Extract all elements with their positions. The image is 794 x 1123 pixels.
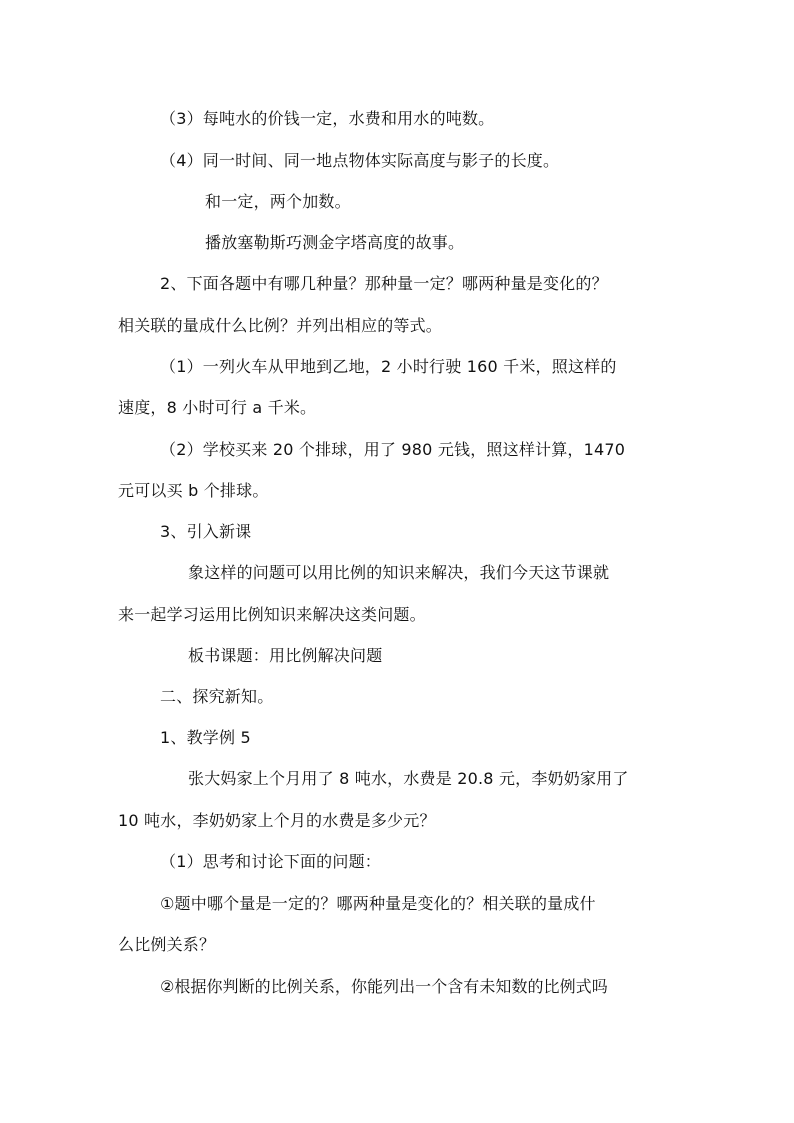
text-line-5: 2、下面各题中有哪几种量？那种量一定？哪两种量是变化的？: [160, 274, 608, 293]
text-line-4: 播放塞勒斯巧测金字塔高度的故事。: [205, 233, 465, 252]
text-line-14: 板书课题：用比例解决问题: [188, 646, 383, 665]
text-line-6: 相关联的量成什么比例？并列出相应的等式。: [118, 316, 443, 335]
text-line-8: 速度，8 小时可行 a 千米。: [118, 398, 317, 417]
text-line-20: ①题中哪个量是一定的？哪两种量是变化的？相关联的量成什: [160, 894, 596, 913]
text-line-9: （2）学校买来 20 个排球，用了 980 元钱，照这样计算，1470: [160, 440, 626, 459]
text-line-11: 3、引入新课: [160, 522, 252, 541]
text-line-19: （1）思考和讨论下面的问题：: [160, 852, 381, 871]
text-line-7: （1）一列火车从甲地到乙地，2 小时行驶 160 千米，照这样的: [160, 357, 617, 376]
text-line-17: 张大妈家上个月用了 8 吨水，水费是 20.8 元，李奶奶家用了: [188, 769, 629, 788]
text-line-3: 和一定，两个加数。: [205, 192, 351, 211]
text-line-13: 来一起学习运用比例知识来解决这类问题。: [118, 605, 426, 624]
text-line-1: （3）每吨水的价钱一定，水费和用水的吨数。: [160, 109, 495, 128]
text-line-18: 10 吨水，李奶奶家上个月的水费是多少元？: [118, 811, 436, 830]
text-line-22: ②根据你判断的比例关系，你能列出一个含有未知数的比例式吗: [160, 977, 608, 996]
text-line-2: （4）同一时间、同一地点物体实际高度与影子的长度。: [160, 151, 560, 170]
text-line-12: 象这样的问题可以用比例的知识来解决，我们今天这节课就: [188, 563, 610, 582]
text-line-21: 么比例关系？: [118, 935, 216, 954]
text-line-16: 1、教学例 5: [160, 728, 251, 747]
text-line-10: 元可以买 b 个排球。: [118, 481, 269, 500]
text-line-15: 二、探究新知。: [160, 687, 274, 706]
